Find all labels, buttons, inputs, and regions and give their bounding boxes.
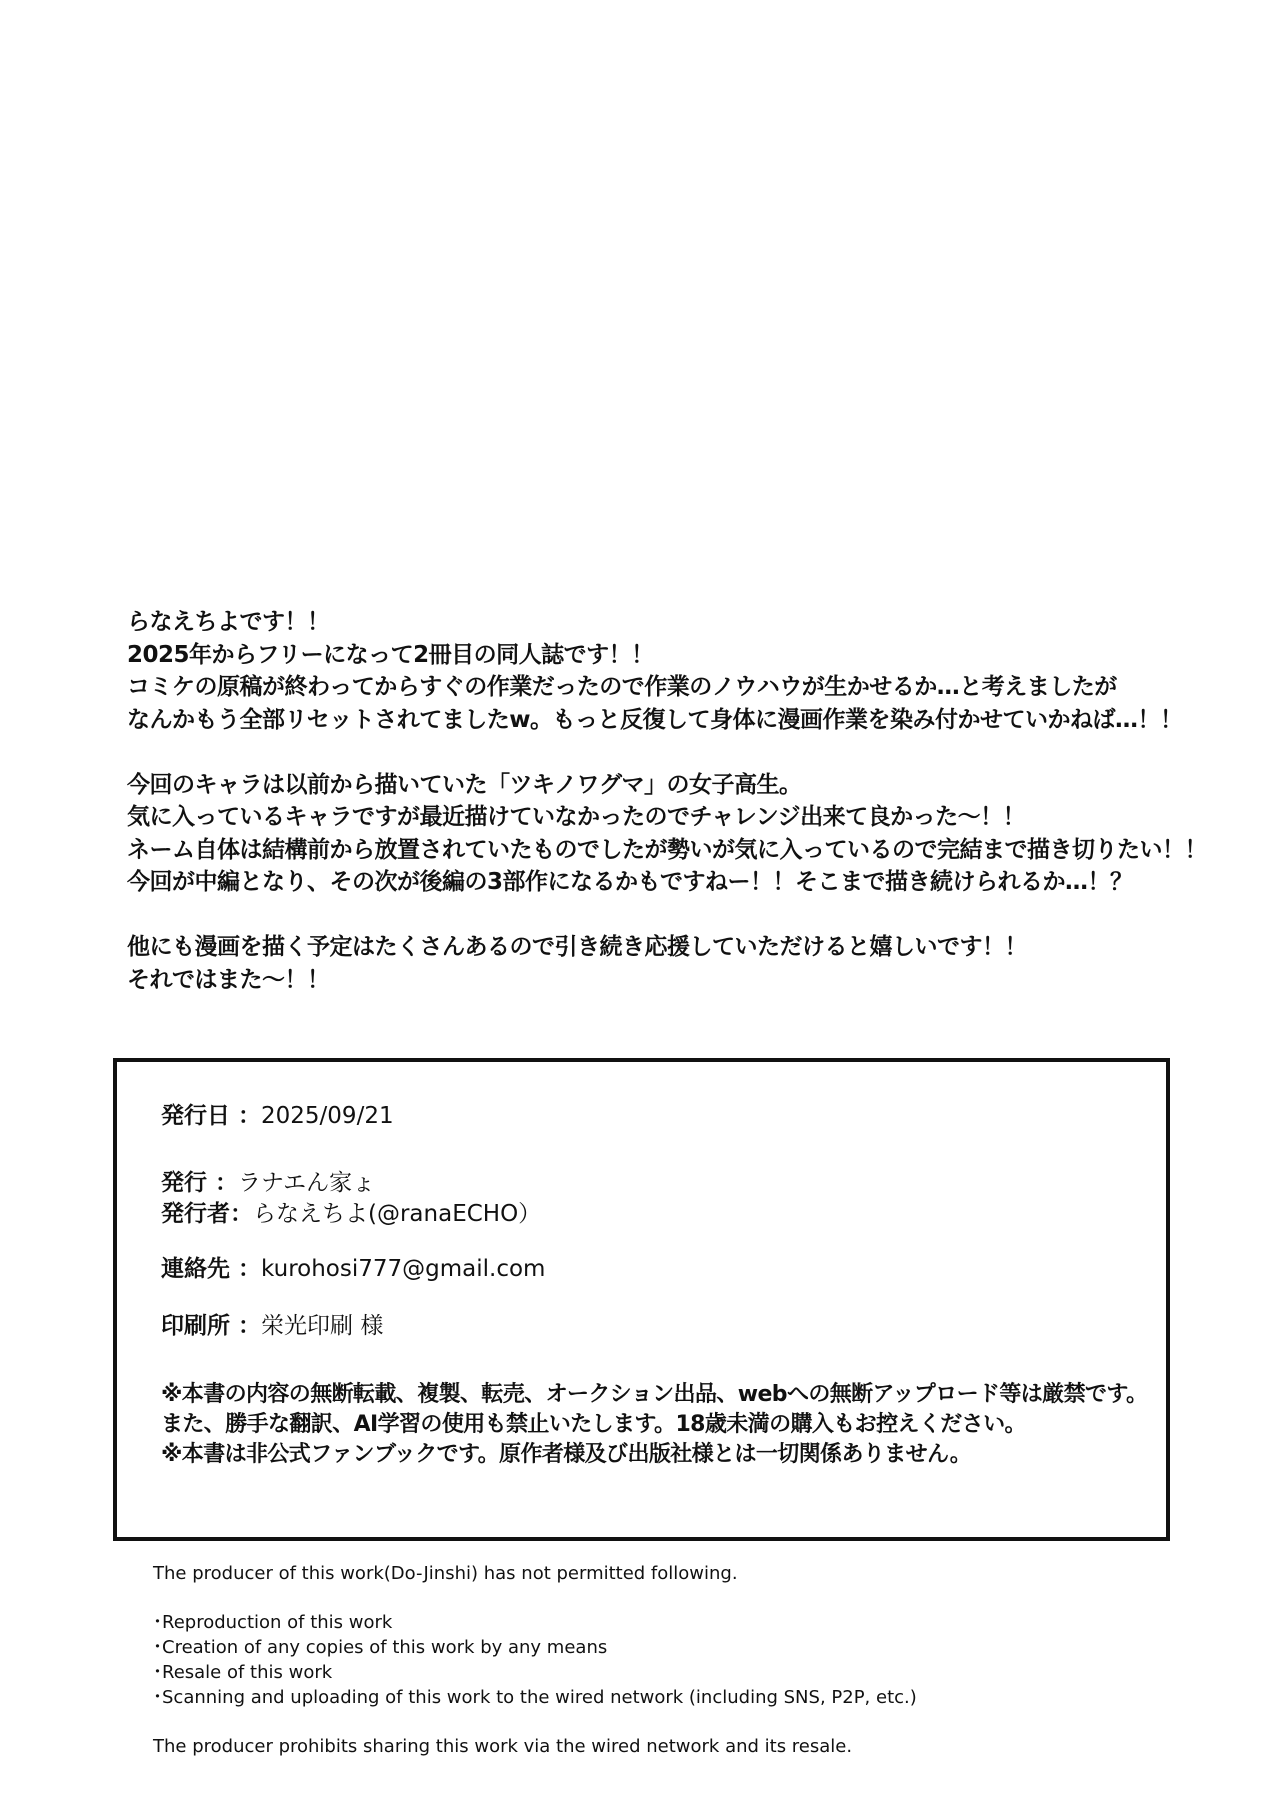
issue-date-value: 2025/09/21 [261, 1103, 394, 1129]
english-item: ･Scanning and uploading of this work to the wired network (including SNS, P2P, etc.) [153, 1687, 917, 1708]
english-notice [153, 1561, 917, 1759]
english-intro: The producer of this work(Do-Jinshi) has not permitted following. [153, 1563, 738, 1584]
copyright-notice [161, 1380, 1147, 1470]
issue-date [161, 1102, 394, 1130]
spacer [153, 1710, 917, 1734]
afterword-line: それではまた～！！ [127, 966, 330, 993]
afterword-line: コミケの原稿が終わってからすぐの作業だったので作業のノウハウが生かせるか…と考えましたが [127, 674, 1117, 700]
afterword-line: ネーム自体は結構前から放置されていたものでしたが勢いが気に入っているので完結まで描き切りたい！！ [127, 836, 1207, 863]
author-value: らなえちよ(@ranaECHO） [253, 1201, 542, 1227]
english-item: ･Resale of this work [153, 1662, 333, 1683]
english-item: ･Creation of any copies of this work by any means [153, 1637, 608, 1658]
afterword-line: 他にも漫画を描く予定はたくさんあるので引き続き応援していただけると嬉しいです！！ [127, 934, 1027, 960]
printer-label: 印刷所 ： [161, 1313, 262, 1339]
contact-label: 連絡先 ： [161, 1256, 262, 1282]
publisher-value: ラナエん家ょ [238, 1170, 376, 1196]
publisher-label: 発行 ： [161, 1170, 239, 1196]
afterword-line: なんかもう全部リセットされてましたw。もっと反復して身体に漫画作業を染み付かせていかねば…！！ [127, 706, 1183, 733]
publisher [161, 1169, 375, 1197]
issue-date-label: 発行日 ： [161, 1103, 262, 1129]
afterword-line: 今回のキャラは以前から描いていた「ツキノワグマ」の女子高生。 [127, 771, 802, 798]
author [161, 1200, 541, 1228]
notice-line: ※本書の内容の無断転載、複製、転売、オークション出品、webへの無断アップロード等は厳禁です。 [161, 1382, 1148, 1407]
colophon-box [113, 1058, 1170, 1541]
notice-line: また、勝手な翻訳、AI学習の使用も禁止いたします。18歳未満の購入もお控えください。 [161, 1412, 1026, 1437]
afterword-line: らなえちよです！！ [127, 609, 330, 635]
afterword-paragraph-3 [127, 931, 1247, 996]
english-item: ･Reproduction of this work [153, 1612, 393, 1633]
notice-line: ※本書は非公式ファンブックです。原作者様及び出版社様とは一切関係ありません。 [161, 1442, 972, 1467]
afterword [127, 606, 1247, 996]
author-label: 発行者： [161, 1201, 253, 1227]
contact-value: kurohosi777@gmail.com [261, 1256, 546, 1282]
printer-value: 栄光印刷 様 [261, 1313, 384, 1339]
printer [161, 1312, 383, 1340]
afterword-paragraph-2 [127, 769, 1247, 899]
afterword-paragraph-1 [127, 606, 1247, 736]
contact [161, 1255, 545, 1283]
afterword-line: 気に入っているキャラですが最近描けていなかったのでチャレンジ出来て良かった～！！ [127, 804, 1026, 830]
afterword-line: 今回が中編となり、その次が後編の3部作になるかもですねー！！そこまで描き続けられるか…！？ [127, 869, 1133, 895]
english-closing: The producer prohibits sharing this work via the wired network and its resale. [153, 1736, 853, 1757]
spacer [153, 1586, 917, 1610]
afterword-line: 2025年からフリーになって2冊目の同人誌です！！ [127, 641, 654, 668]
